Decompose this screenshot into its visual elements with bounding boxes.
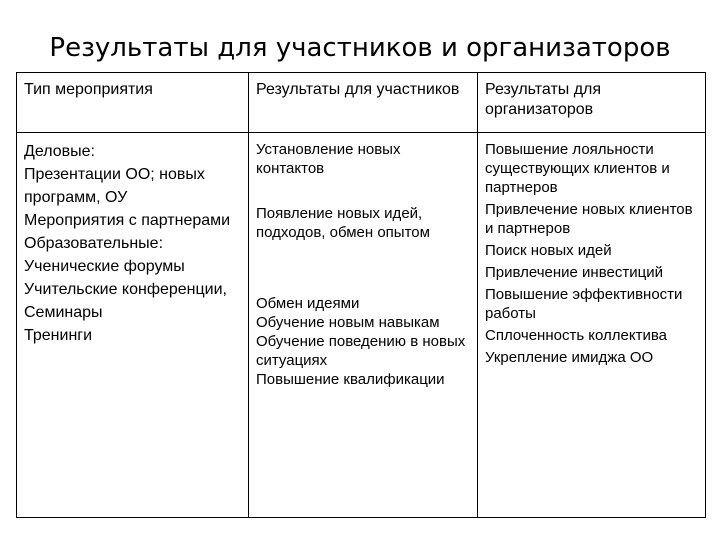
- header-event-type: Тип мероприятия: [17, 73, 249, 133]
- organizer-result-item: Повышение эффективности работы: [485, 286, 683, 322]
- event-type-item: Презентации ОО; новых программ, ОУ: [24, 166, 205, 206]
- event-type-item: Мероприятия с партнерами: [24, 212, 231, 229]
- organizer-result-item: Поиск новых идей: [485, 242, 612, 259]
- results-table: [16, 72, 706, 518]
- participant-result-item: Обучение поведению в новых ситуациях: [256, 333, 466, 369]
- event-types-cell: [17, 133, 249, 518]
- event-type-item: Учительские конференции,: [24, 281, 227, 298]
- event-type-item: Тренинги: [24, 327, 93, 344]
- event-type-item: Образовательные:: [24, 235, 164, 252]
- organizer-result-item: Повышение лояльности существующих клиентов и партнеров: [485, 141, 670, 196]
- header-participant-results: Результаты для участников: [249, 73, 478, 133]
- organizer-result-item: Сплоченность коллектива: [485, 327, 668, 344]
- participant-result-item: Появление новых идей, подходов, обмен опытом: [256, 205, 430, 241]
- organizer-result-item: Привлечение новых клиентов и партнеров: [485, 201, 693, 237]
- event-type-item: Семинары: [24, 304, 103, 321]
- organizer-result-item: Привлечение инвестиций: [485, 264, 663, 281]
- participant-result-item: Повышение квалификации: [256, 371, 445, 388]
- slide-title: Результаты для участников и организаторов: [49, 33, 671, 63]
- participant-result-item: Обучение новым навыкам: [256, 314, 440, 331]
- event-type-item: Ученические форумы: [24, 258, 185, 275]
- organizer-results-cell: [478, 133, 706, 518]
- organizer-result-item: Укрепление имиджа ОО: [485, 349, 654, 366]
- participant-result-item: Установление новых контактов: [256, 141, 401, 177]
- participant-results-cell: [249, 133, 478, 518]
- event-type-item: Деловые:: [24, 143, 95, 160]
- table-header-row: [17, 73, 706, 133]
- participant-result-item: Обмен идеями: [256, 295, 360, 312]
- table-body-row: [17, 133, 706, 518]
- header-organizer-results: Результаты для организаторов: [478, 73, 706, 133]
